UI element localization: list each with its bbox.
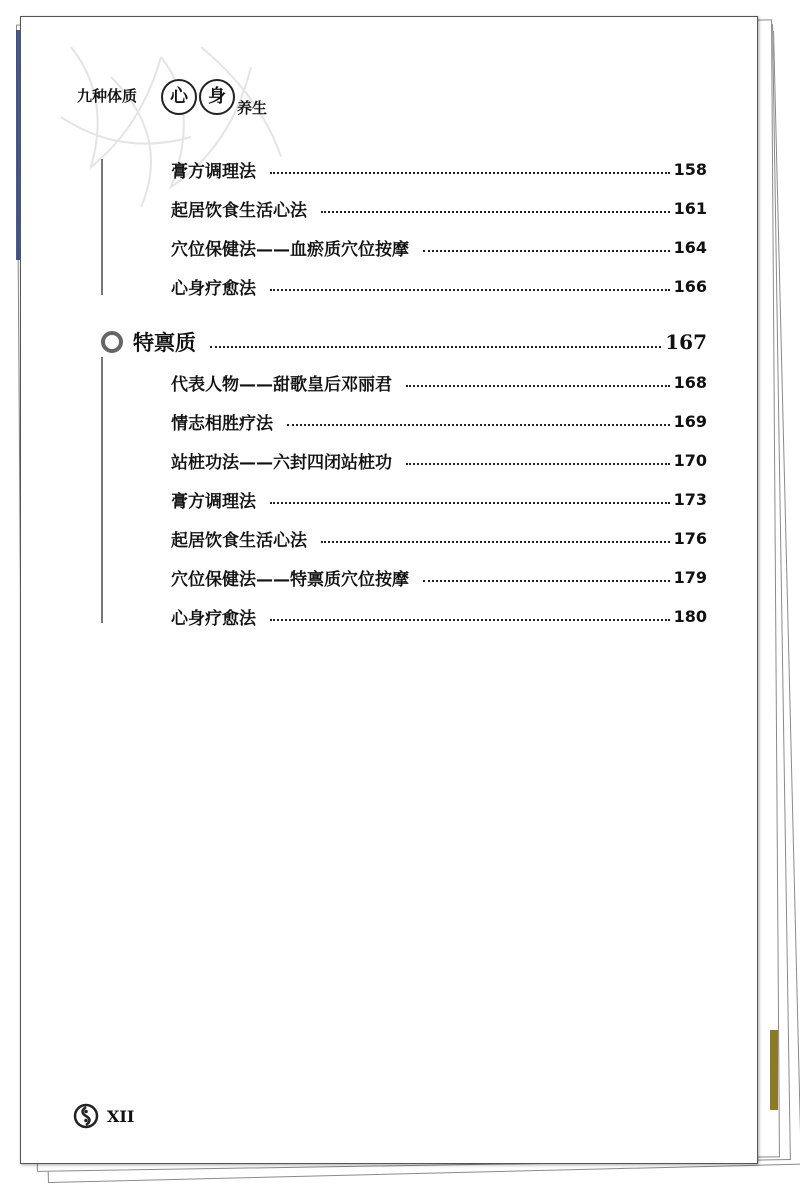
leader-dots bbox=[406, 385, 670, 387]
toc-entry-title: 起居饮食生活心法 bbox=[171, 200, 307, 221]
leader-dots bbox=[270, 619, 670, 621]
toc-entry-title: 膏方调理法 bbox=[171, 491, 256, 512]
section-bullet-icon bbox=[101, 331, 123, 353]
toc-entry-page: 173 bbox=[673, 489, 707, 509]
toc-entry-page: 176 bbox=[673, 528, 707, 548]
toc-entry[interactable] bbox=[171, 565, 707, 589]
toc-vertical-rule bbox=[101, 357, 103, 623]
toc-entry-title: 穴位保健法——特禀质穴位按摩 bbox=[171, 569, 409, 590]
toc-entry-title: 膏方调理法 bbox=[171, 161, 256, 182]
header-suffix: 养生 bbox=[237, 99, 268, 117]
toc-section[interactable] bbox=[101, 327, 707, 357]
toc-entry[interactable] bbox=[171, 487, 707, 511]
header-seal: 心 bbox=[161, 79, 197, 115]
toc-entry[interactable] bbox=[171, 274, 707, 298]
toc-entry-page: 170 bbox=[673, 450, 707, 470]
toc-entry[interactable] bbox=[171, 604, 707, 628]
toc-entry[interactable] bbox=[171, 448, 707, 472]
toc-entry-page: 179 bbox=[673, 567, 707, 587]
toc-entry-title: 代表人物——甜歌皇后邓丽君 bbox=[171, 374, 392, 395]
toc-entry-title: 站桩功法——六封四闭站桩功 bbox=[171, 452, 392, 473]
toc-entry-page: 164 bbox=[673, 237, 707, 257]
book-page bbox=[20, 16, 758, 1164]
toc-section-title: 特禀质 bbox=[133, 331, 196, 355]
flower-watermark-icon bbox=[51, 37, 311, 217]
leader-dots bbox=[423, 580, 670, 582]
toc-entry-title: 心身疗愈法 bbox=[171, 608, 256, 629]
toc-vertical-rule bbox=[101, 159, 103, 295]
page-footer bbox=[73, 1103, 134, 1129]
toc-entry-title: 起居饮食生活心法 bbox=[171, 530, 307, 551]
leader-dots bbox=[270, 172, 670, 174]
header-series: 九种体质 bbox=[77, 87, 138, 105]
toc-entry-page: 161 bbox=[673, 198, 707, 218]
leader-dots bbox=[321, 541, 670, 543]
page-number: XII bbox=[107, 1106, 135, 1126]
toc-entry[interactable] bbox=[171, 235, 707, 259]
toc-entry-page: 158 bbox=[673, 159, 707, 179]
leader-dots bbox=[210, 346, 661, 348]
toc-entry-title: 情志相胜疗法 bbox=[171, 413, 273, 434]
toc-entry-page: 166 bbox=[673, 276, 707, 296]
header-seal: 身 bbox=[199, 79, 235, 115]
cover-edge bbox=[770, 1030, 778, 1110]
leader-dots bbox=[406, 463, 670, 465]
toc-entry-page: 168 bbox=[673, 372, 707, 392]
toc-entry-title: 心身疗愈法 bbox=[171, 278, 256, 299]
toc-entry-page: 169 bbox=[673, 411, 707, 431]
toc-section-page: 167 bbox=[665, 330, 707, 354]
toc-entry[interactable] bbox=[171, 370, 707, 394]
toc-entry[interactable] bbox=[171, 526, 707, 550]
swirl-logo-icon bbox=[73, 1103, 99, 1129]
toc-entry[interactable] bbox=[171, 409, 707, 433]
toc-entry-title: 穴位保健法——血瘀质穴位按摩 bbox=[171, 239, 409, 260]
toc-entry[interactable] bbox=[171, 196, 707, 220]
leader-dots bbox=[270, 289, 670, 291]
toc-entry[interactable] bbox=[171, 157, 707, 181]
leader-dots bbox=[321, 211, 670, 213]
leader-dots bbox=[287, 424, 670, 426]
leader-dots bbox=[270, 502, 670, 504]
leader-dots bbox=[423, 250, 670, 252]
toc-entry-page: 180 bbox=[673, 606, 707, 626]
